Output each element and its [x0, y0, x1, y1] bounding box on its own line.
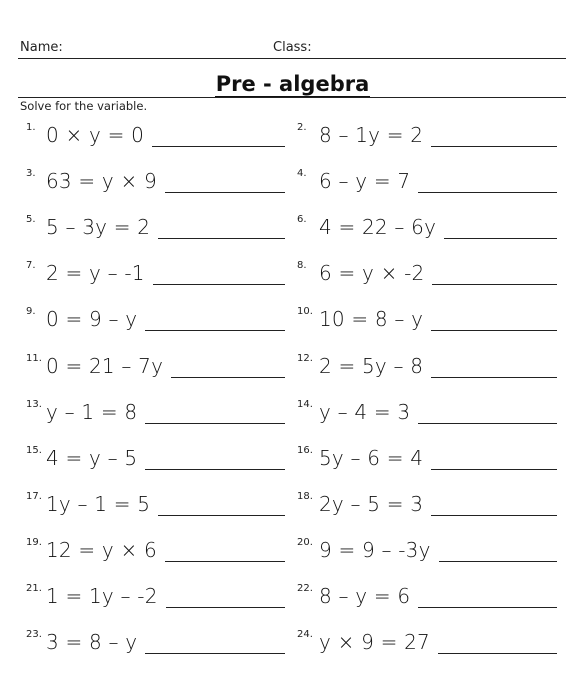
answer-blank[interactable] — [444, 238, 557, 239]
title-text: Pre - algebra — [215, 72, 370, 96]
worksheet-title — [0, 72, 585, 96]
instructions: Solve for the variable. — [20, 99, 148, 113]
problem-equation: 2y – 5 = 3 — [319, 492, 424, 516]
problem-equation: 63 = y × 9 — [46, 169, 157, 193]
problem-number: 8. — [297, 260, 307, 271]
problem-number: 11. — [26, 353, 42, 364]
problem-equation: y – 4 = 3 — [319, 400, 411, 424]
problem-item — [0, 168, 585, 198]
problem-number: 9. — [26, 306, 36, 317]
problem-item — [0, 445, 585, 475]
problem-equation: 4 = 22 – 6y — [319, 215, 437, 239]
answer-blank[interactable] — [431, 146, 557, 147]
problem-number: 19. — [26, 537, 42, 548]
problem-equation: 0 = 9 – y — [46, 307, 138, 331]
answer-blank[interactable] — [418, 607, 557, 608]
problem-number: 6. — [297, 214, 307, 225]
problem-number: 2. — [297, 122, 307, 133]
answer-blank[interactable] — [438, 653, 557, 654]
problem-number: 13. — [26, 399, 42, 410]
problem-equation: 0 × y = 0 — [46, 123, 145, 147]
problem-equation: y – 1 = 8 — [46, 400, 138, 424]
problem-number: 3. — [26, 168, 36, 179]
problem-equation: 3 = 8 – y — [46, 630, 138, 654]
answer-blank[interactable] — [418, 423, 557, 424]
problem-number: 10. — [297, 306, 313, 317]
answer-blank[interactable] — [418, 192, 557, 193]
name-label: Name: — [20, 40, 63, 55]
problem-number: 20. — [297, 537, 313, 548]
problem-number: 14. — [297, 399, 313, 410]
problem-equation: 1y – 1 = 5 — [46, 492, 151, 516]
problem-item — [0, 629, 585, 659]
class-label: Class: — [273, 40, 312, 55]
problem-equation: 2 = y – -1 — [46, 261, 145, 285]
problem-number: 18. — [297, 491, 313, 502]
problem-equation: 12 = y × 6 — [46, 538, 157, 562]
problem-item — [0, 353, 585, 383]
problem-number: 22. — [297, 583, 313, 594]
problem-item — [0, 537, 585, 567]
answer-blank[interactable] — [439, 561, 557, 562]
problem-number: 16. — [297, 445, 313, 456]
problem-item — [0, 399, 585, 429]
problem-number: 24. — [297, 629, 313, 640]
problem-number: 17. — [26, 491, 42, 502]
problem-number: 23. — [26, 629, 42, 640]
problem-equation: 6 – y = 7 — [319, 169, 411, 193]
problem-item — [0, 306, 585, 336]
problem-number: 7. — [26, 260, 36, 271]
problem-equation: 0 = 21 – 7y — [46, 354, 164, 378]
problem-number: 1. — [26, 122, 36, 133]
problem-equation: 4 = y – 5 — [46, 446, 138, 470]
problem-item — [0, 214, 585, 244]
header-rule — [18, 58, 566, 59]
problem-item — [0, 583, 585, 613]
problem-equation: 8 – y = 6 — [319, 584, 411, 608]
answer-blank[interactable] — [431, 469, 557, 470]
problem-equation: 5 – 3y = 2 — [46, 215, 151, 239]
problem-equation: 2 = 5y – 8 — [319, 354, 424, 378]
answer-blank[interactable] — [431, 515, 557, 516]
problem-number: 15. — [26, 445, 42, 456]
problem-equation: y × 9 = 27 — [319, 630, 430, 654]
problem-number: 21. — [26, 583, 42, 594]
problem-number: 12. — [297, 353, 313, 364]
answer-blank[interactable] — [432, 284, 557, 285]
problem-number: 5. — [26, 214, 36, 225]
answer-blank[interactable] — [431, 330, 557, 331]
title-rule — [18, 97, 566, 98]
problem-equation: 5y – 6 = 4 — [319, 446, 424, 470]
answer-blank[interactable] — [431, 377, 557, 378]
problem-equation: 10 = 8 – y — [319, 307, 424, 331]
problem-equation: 1 = 1y – -2 — [46, 584, 158, 608]
problem-item — [0, 122, 585, 152]
problem-equation: 6 = y × -2 — [319, 261, 425, 285]
problem-equation: 9 = 9 – -3y — [319, 538, 431, 562]
problem-item — [0, 491, 585, 521]
problem-equation: 8 – 1y = 2 — [319, 123, 424, 147]
problem-number: 4. — [297, 168, 307, 179]
problem-item — [0, 260, 585, 290]
